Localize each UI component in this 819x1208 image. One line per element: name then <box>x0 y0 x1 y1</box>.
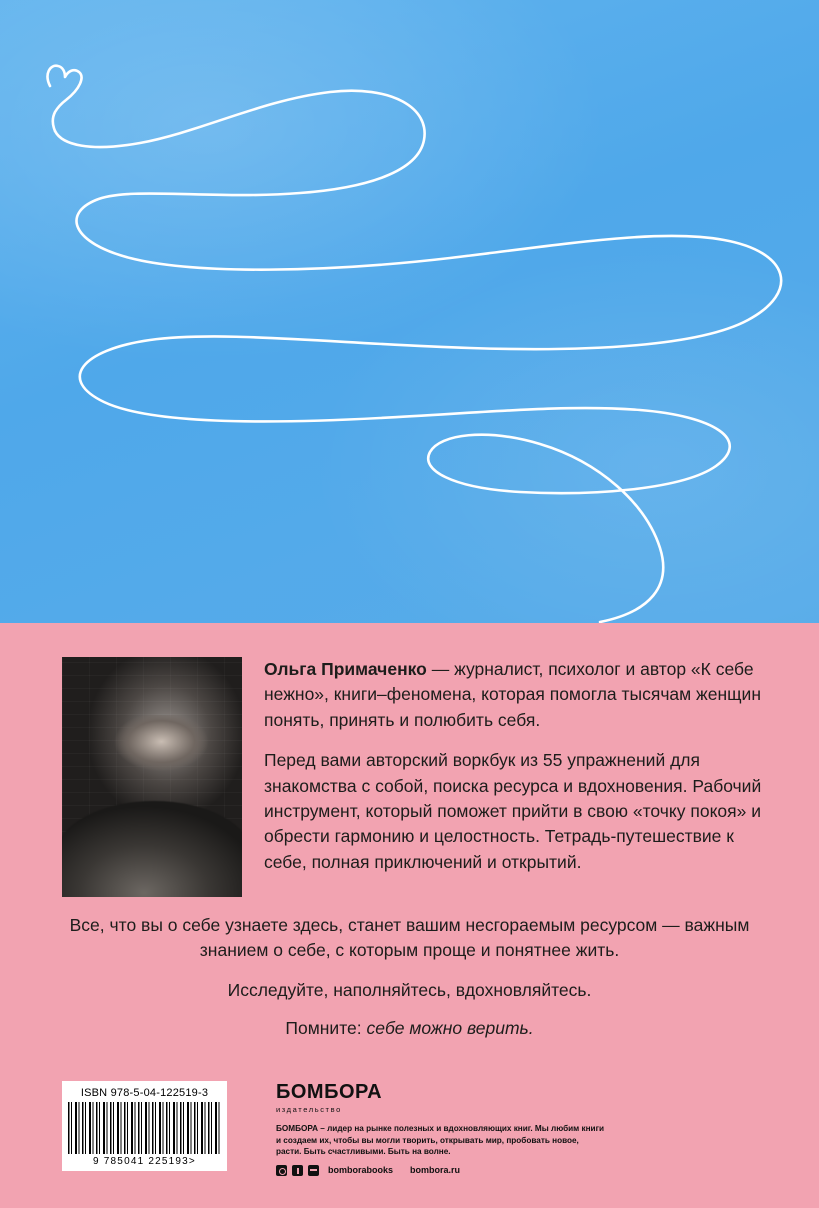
book-description-paragraph: Перед вами авторский воркбук из 55 упражнений для знакомства с собой, поиска ресурса и вдохновения. Рабочий инструмент, который поможет прийти в свою «точку покоя» и обрести гармонию и целостность. Тетрадь-путешествие к себе, полная приключений и открытий. <box>264 750 762 872</box>
author-photo <box>62 657 242 897</box>
publisher-name: БОМБОРА <box>276 1081 383 1103</box>
publisher-subtitle: издательство <box>276 1105 342 1114</box>
publisher-social-handle[interactable]: bomborabooks <box>328 1165 394 1176</box>
blurb-remember <box>48 1016 771 1041</box>
blurb-remember-italic: себе можно верить. <box>366 1018 534 1038</box>
barcode-digits <box>68 1156 221 1167</box>
instagram-icon[interactable] <box>276 1165 287 1176</box>
author-portrait-shoulder <box>62 801 242 897</box>
author-block <box>62 657 762 897</box>
isbn-label: ISBN 978-5-04-122519-3 <box>80 1087 209 1099</box>
isbn-barcode-box <box>62 1081 227 1171</box>
vk-icon[interactable] <box>308 1165 319 1176</box>
author-description <box>264 657 762 897</box>
barcode-check-digit: > <box>188 1156 196 1167</box>
author-intro-paragraph <box>264 657 762 733</box>
cover-bottom-text-panel <box>0 623 819 1208</box>
blurb-remember-prefix: Помните: <box>285 1018 367 1038</box>
publisher-socials <box>276 1165 696 1176</box>
blurb-explore: Исследуйте, наполняйтесь, вдохновляйтесь. <box>227 980 592 1000</box>
barcode-image <box>68 1102 221 1154</box>
publisher-website[interactable]: bombora.ru <box>410 1165 461 1176</box>
barcode-number: 9 785041 225193 <box>93 1156 189 1167</box>
blurb-resource: Все, что вы о себе узнаете здесь, станет вашим несгораемым ресурсом — важным знанием о себе, с которым проще и понятнее жить. <box>69 915 750 961</box>
author-name: Ольга Примаченко <box>264 659 427 679</box>
publisher-block <box>276 1081 696 1176</box>
author-intro-text: — журналист, психолог и автор «К себе нежно», книги–феномена, которая помогла тысячам женщин понять, принять и полюбить себя. <box>264 659 761 730</box>
publisher-description: БОМБОРА – лидер на рынке полезных и вдохновляющих книг. Мы любим книги и создаем их, чтобы вы могли творить, открывать мир, пробовать новое, расти. Быть счастливыми. Быть на волне. <box>276 1124 605 1157</box>
facebook-icon[interactable] <box>292 1165 303 1176</box>
